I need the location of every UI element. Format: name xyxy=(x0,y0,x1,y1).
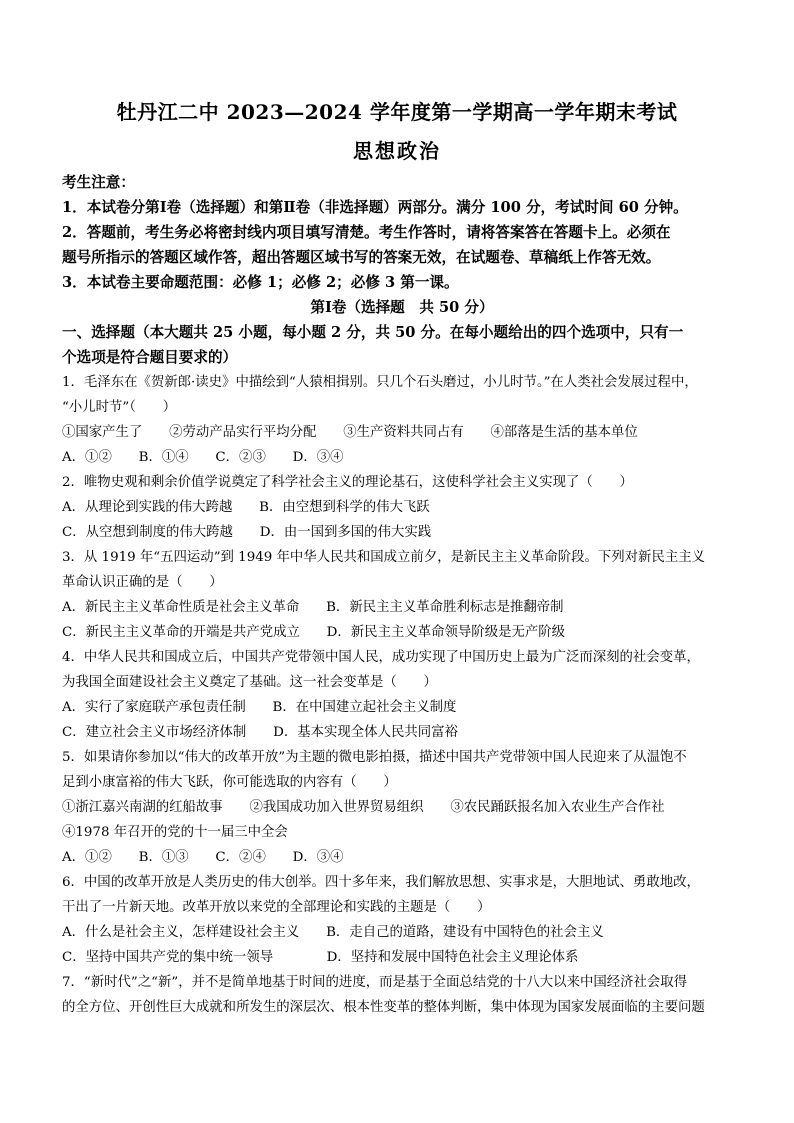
question-options: ①浙江嘉兴南湖的红船故事 ②我国成功加入世界贸易组织 ③农民踊跃报名加入农业生产合作社 xyxy=(62,800,665,815)
question-options: C．从空想到制度的伟大跨越 D．由一国到多国的伟大实践 xyxy=(62,525,432,540)
question-stem: 3．从 1919 年“五四运动”到 1949 年中华人民共和国成立前夕，是新民主主义革命阶段。下列对新民主主义 xyxy=(62,550,706,565)
part1-title: 第Ⅰ卷（选择题 共 50 分） xyxy=(310,299,494,316)
question-stem: 足到小康富裕的伟大飞跃，你可能选取的内容有（ ） xyxy=(62,775,397,790)
exam-subject: 思想政治 xyxy=(353,139,441,163)
question-stem: 2．唯物史观和剩余价值学说奠定了科学社会主义的理论基石，这使科学社会主义实现了（ ） xyxy=(62,475,633,490)
question-stem: 干出了一片新天地。改革开放以来党的全部理论和实践的主题是（ ） xyxy=(62,900,491,915)
question-stem: 4．中华人民共和国成立后，中国共产党带领中国人民，成功实现了中国历史上最为广泛而深刻的社会变革， xyxy=(62,650,700,665)
question-options: ④1978 年召开的党的十一届三中全会 xyxy=(62,825,288,840)
question-stem: 1．毛泽东在《贺新郎·读史》中描绘到“人猿相揖别。只几个石头磨过，小儿时节。”在人类社会发展过程中， xyxy=(62,375,698,390)
notice-line: 题号所指示的答题区域作答，超出答题区域书写的答案无效，在试题卷、草稿纸上作答无效。 xyxy=(62,249,661,266)
question-stem: 6．中国的改革开放是人类历史的伟大创举。四十多年来，我们解放思想、实事求是，大胆地试、勇敢地改， xyxy=(62,875,700,890)
exam-content xyxy=(62,170,742,1020)
question-options: A．实行了家庭联产承包责任制 B．在中国建立起社会主义制度 xyxy=(62,700,457,715)
question-options: A．什么是社会主义，怎样建设社会主义 B．走自己的道路，建设有中国特色的社会主义 xyxy=(62,925,604,940)
question-stem: “小儿时节”（ ） xyxy=(62,400,177,415)
question-options: A．从理论到实践的伟大跨越 B．由空想到科学的伟大飞跃 xyxy=(62,500,430,515)
question-stem: 5．如果请你参加以“伟大的改革开放”为主题的微电影拍摄，描述中国共产党带领中国人民迎来了从温饱不 xyxy=(62,750,687,765)
notice-heading: 考生注意： xyxy=(62,174,135,191)
question-options: C．新民主主义革命的开端是共产党成立 D．新民主主义革命领导阶级是无产阶级 xyxy=(62,625,566,640)
section-heading: 个选项是符合题目要求的） xyxy=(62,349,238,366)
question-options: C．建立社会主义市场经济体制 D．基本实现全体人民共同富裕 xyxy=(62,725,458,740)
exam-title: 牡丹江二中 2023—2024 学年度第一学期高一学年期末考试 xyxy=(116,100,678,124)
question-options: ①国家产生了 ②劳动产品实行平均分配 ③生产资料共同占有 ④部落是生活的基本单位 xyxy=(62,425,638,440)
question-options: C．坚持中国共产党的集中统一领导 D．坚持和发展中国特色社会主义理论体系 xyxy=(62,950,579,965)
notice-line: 3．本试卷主要命题范围：必修 1；必修 2；必修 3 第一课。 xyxy=(62,274,459,291)
question-stem: 为我国全面建设社会主义奠定了基础。这一社会变革是（ ） xyxy=(62,675,437,690)
question-stem: 7．“新时代”之“新”，并不是简单地基于时间的进度，而是基于全面总结党的十八大以来中国经济社会取得 xyxy=(62,975,688,990)
notice-line: 2．答题前，考生务必将密封线内项目填写清楚。考生作答时，请将答案答在答题卡上。必须在 xyxy=(62,224,671,241)
question-options: A．新民主主义革命性质是社会主义革命 B．新民主主义革命胜利标志是推翻帝制 xyxy=(62,600,564,615)
question-options: A．①② B．①④ C．②③ D．③④ xyxy=(62,450,344,465)
question-options: A．①② B．①③ C．②④ D．③④ xyxy=(62,850,344,865)
question-stem: 革命认识正确的是（ ） xyxy=(62,575,223,590)
notice-line: 1．本试卷分第Ⅰ卷（选择题）和第Ⅱ卷（非选择题）两部分。满分 100 分，考试时间 60 分钟。 xyxy=(62,199,688,216)
question-stem: 的全方位、开创性巨大成就和所发生的深层次、根本性变革的整体判断，集中体现为国家发展面临的主要问题 xyxy=(62,1000,705,1015)
section-heading: 一、选择题（本大题共 25 小题，每小题 2 分，共 50 分。在每小题给出的四个选项中，只有一 xyxy=(62,324,684,341)
